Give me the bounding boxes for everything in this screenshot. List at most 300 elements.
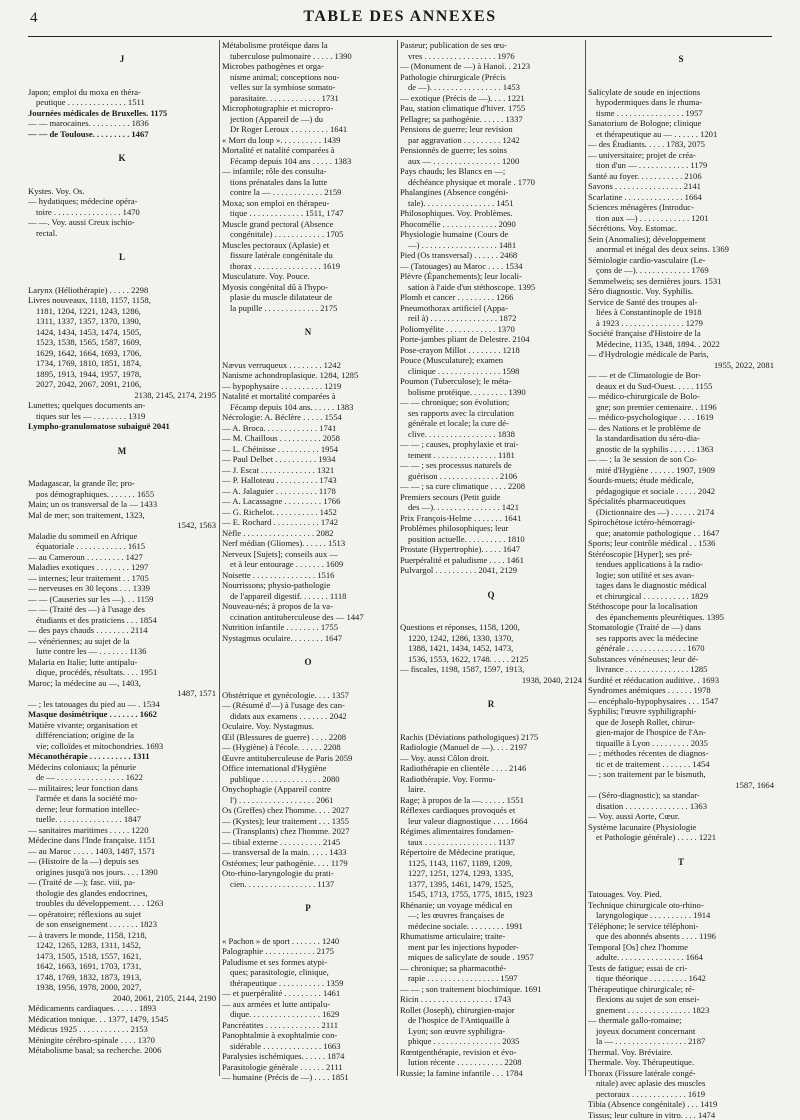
index-entry-line: Musculature. Voy. Pouce. xyxy=(222,271,394,282)
index-entry-line: aux — . . . . . . . . . . . . . . . . 1200 xyxy=(400,156,582,167)
index-column-3 xyxy=(400,40,582,1078)
index-entry-line: la — . . . . . . . . . . . . . . . . . 2187 xyxy=(588,1036,774,1047)
index-entry-line: — vénériennes; au sujet de la xyxy=(28,636,216,647)
index-entry-line: Rachis (Déviations pathologiques) 2175 xyxy=(400,732,582,743)
index-entry-line: 1125, 1143, 1167, 1189, 1209, xyxy=(400,858,582,869)
index-entry-line: Nutrition infantile . . . . . . . . 1755 xyxy=(222,622,394,633)
index-entry-line: Main; un os transversal de la — 1433 xyxy=(28,499,216,510)
index-entry-line: 1181, 1204, 1221, 1243, 1286, xyxy=(28,306,216,317)
index-entry-line: tendues applications à la radio- xyxy=(588,559,774,570)
index-entry-line: de —). . . . . . . . . . . . . . . . . 1453 xyxy=(400,82,582,93)
index-entry-line: Plomb et cancer . . . . . . . . . 1266 xyxy=(400,292,582,303)
index-entry-line: Pose-crayon Millot . . . . . . . . 1218 xyxy=(400,345,582,356)
index-entry-line: de son enseignement . . . . . . . 1823 xyxy=(28,919,216,930)
index-entry-line: — humaine (Précis de —) . . . . 1851 xyxy=(222,1072,394,1083)
index-entry-line: la standardisation du séro-dia- xyxy=(588,433,774,444)
index-entry-line: — — (Traité des —) à l'usage des xyxy=(28,604,216,615)
index-entry-line: à 1923 . . . . . . . . . . . . . . . 1279 xyxy=(588,318,774,329)
index-entry-line: contre la — . . . . . . . . . . . . 2159 xyxy=(222,187,394,198)
index-entry-line: — Voy. aussi Côlon droit. xyxy=(400,753,582,764)
index-entry-line: fissure latérale congénitale du xyxy=(222,250,394,261)
index-entry-line: — ; méthodes récentes de diagnos- xyxy=(588,748,774,759)
index-entry-line: disation . . . . . . . . . . . . . . . 1363 xyxy=(588,801,774,812)
column-divider xyxy=(585,40,586,1076)
index-entry-line: Sourds-muets; étude médicale, xyxy=(588,475,774,486)
index-entry-line: Nerveux [Sujets]; conseils aux — xyxy=(222,549,394,560)
index-entry-line: nitale) avec aplasie des muscles xyxy=(588,1078,774,1089)
index-entry-line: l'armée et dans la société mo- xyxy=(28,793,216,804)
index-entry-line: Questions et réponses, 1158, 1200, xyxy=(400,622,582,633)
index-entry-line: thorax . . . . . . . . . . . . . . . . 1619 xyxy=(222,261,394,272)
index-entry-line: Substances vénéneuses; leur dé- xyxy=(588,654,774,665)
index-entry-line: Téléphone; le service téléphoni- xyxy=(588,921,774,932)
index-entry-line: 1587, 1664 xyxy=(588,780,774,791)
index-entry-line: —; les œuvres françaises de xyxy=(400,910,582,921)
index-entry-line: Muscles pectoraux (Aplasie) et xyxy=(222,240,394,251)
section-letter: Q xyxy=(400,590,582,601)
index-entry-line: troubles du développement. . . . 1263 xyxy=(28,898,216,909)
index-entry-line: Nævus verruqueux . . . . . . . . 1242 xyxy=(222,360,394,371)
index-entry-line: Panophtalmie à exophtalmie con- xyxy=(222,1030,394,1041)
index-entry-line: gien-major de l'hospice de l'An- xyxy=(588,727,774,738)
index-entry-line: — ; son traitement par le bismuth, xyxy=(588,769,774,780)
index-entry-line: Plèvre (Épanchements); leur locali- xyxy=(400,271,582,282)
index-entry-line: Paludisme et ses formes atypi- xyxy=(222,957,394,968)
index-entry-line: — (Hygiène) à l'école. . . . . . 2208 xyxy=(222,742,394,753)
index-entry-line: joyeux document concernant xyxy=(588,1026,774,1037)
index-entry-line: — au Cameroun . . . . . . . . . 1427 xyxy=(28,552,216,563)
index-entry-line: mité d'Hygiène . . . . . . 1907, 1909 xyxy=(588,465,774,476)
index-entry-line: Surdité et rééducation auditive. . 1693 xyxy=(588,675,774,686)
index-entry-line: derne; leur formation intellec- xyxy=(28,804,216,815)
index-entry-line: tisme . . . . . . . . . . . . . . . . 1957 xyxy=(588,108,774,119)
index-entry-line: générale et locale; la cure dé- xyxy=(400,418,582,429)
index-entry-line: Temporal [Os] chez l'homme xyxy=(588,942,774,953)
index-entry-line: Porte-jambes pliant de Delestre. 2104 xyxy=(400,334,582,345)
index-entry-line: clinique . . . . . . . . . . . . . . . 1598 xyxy=(400,366,582,377)
index-entry-line: vie; colloïdes et mitochondries. 1693 xyxy=(28,741,216,752)
index-entry-line: — Voy. aussi Aorte, Cœur. xyxy=(588,811,774,822)
index-entry-line: Syphilis; l'œuvre syphiligraphi- xyxy=(588,706,774,717)
index-entry-line: Maladie du sommeil en Afrique xyxy=(28,531,216,542)
index-entry-line: 1542, 1563 xyxy=(28,520,216,531)
index-entry-line: 1895, 1913, 1944, 1957, 1978, xyxy=(28,369,216,380)
index-entry-line: Obstétrique et gynécologie. . . . 1357 xyxy=(222,690,394,701)
index-entry-line: — (Séro-diagnostic); sa standar- xyxy=(588,790,774,801)
index-entry-line: flexions au sujet de son ensei- xyxy=(588,994,774,1005)
index-entry-line: velles sur la symbiose somato- xyxy=(222,82,394,93)
index-entry-line: Palographie . . . . . . . . . . . . 2175 xyxy=(222,946,394,957)
index-entry-line: Médicaments cardiaques. . . . . . 1893 xyxy=(28,1003,216,1014)
column-divider xyxy=(397,40,398,1076)
header-rule xyxy=(28,36,772,37)
index-entry-line: — universitaire; projet de créa- xyxy=(588,150,774,161)
index-entry-line: des —). . . . . . . . . . . . . . . . 1421 xyxy=(400,502,582,513)
index-entry-line: sation à l'aide d'un stéthoscope. 1395 xyxy=(400,282,582,293)
index-entry-line: Pellagre; sa pathogénie. . . . . . 1337 xyxy=(400,114,582,125)
index-entry-line: Lunettes; quelques documents an- xyxy=(28,400,216,411)
index-entry-line: — (Transplants) chez l'homme. 2027 xyxy=(222,826,394,837)
index-entry-line: Microphotographie et micropro- xyxy=(222,103,394,114)
index-entry-line: différenciation; origine de la xyxy=(28,730,216,741)
index-entry-line: hypodermiques dans le rhuma- xyxy=(588,97,774,108)
index-entry-line: Lyon; son œuvre syphiligra- xyxy=(400,1026,582,1037)
index-entry-line: — tibial externe . . . . . . . . . . 2145 xyxy=(222,837,394,848)
index-entry-line: Technique chirurgicale oto-rhino- xyxy=(588,900,774,911)
index-entry-line: toire . . . . . . . . . . . . . . . . 1470 xyxy=(28,207,216,218)
index-entry-line: Mal de mer; son traitement, 1323, xyxy=(28,510,216,521)
index-entry-line: 1938, 1956, 1978, 2000, 2027, xyxy=(28,982,216,993)
index-entry-line: Pied (Os transversal) . . . . . . 2468 xyxy=(400,250,582,261)
index-entry-line: — — et de Climatologie de Bor- xyxy=(588,370,774,381)
index-entry-line: Ostéomes; leur pathogénie. . . . 1179 xyxy=(222,858,394,869)
index-entry-line: Pays chauds; les Blancs en —; xyxy=(400,166,582,177)
index-entry-line: Rœntgenthérapie, revision et évo- xyxy=(400,1047,582,1058)
index-entry-line: Physiologie humaine (Cours de xyxy=(400,229,582,240)
index-entry-line: Myosis congénital dû à l'hypo- xyxy=(222,282,394,293)
index-entry-line: pectoraux . . . . . . . . . . . . . 1619 xyxy=(588,1089,774,1100)
index-entry-line: — L. Chéinisse . . . . . . . . . . 1954 xyxy=(222,444,394,455)
index-entry-line: Oto-rhino-laryngologie du prati- xyxy=(222,868,394,879)
index-entry-line: Malaria en Italie; lutte antipalu- xyxy=(28,657,216,668)
index-entry-line: position actuelle. . . . . . . . . . 1810 xyxy=(400,534,582,545)
index-entry-line: Pathologie chirurgicale (Précis xyxy=(400,72,582,83)
index-entry-line: Œil (Blessures de guerre) . . . . 2208 xyxy=(222,732,394,743)
index-entry-line: tion d'un — . . . . . . . . . . . . 1179 xyxy=(588,160,774,171)
index-entry-line: — hydatiques; médecine opéra- xyxy=(28,196,216,207)
index-entry-line: tions prénatales dans la lutte xyxy=(222,177,394,188)
index-entry-line: 2138, 2145, 2174, 2195 xyxy=(28,390,216,401)
index-entry-line: pédagogique et sociale . . . . . 2042 xyxy=(588,486,774,497)
section-letter: M xyxy=(28,446,216,457)
index-entry-line: livrance . . . . . . . . . . . . . . . 1285 xyxy=(588,664,774,675)
index-entry-line: Ricin . . . . . . . . . . . . . . . . . 1743 xyxy=(400,994,582,1005)
index-entry-line: 1536, 1553, 1622, 1748. . . . . 2125 xyxy=(400,654,582,665)
index-entry-line: Médecins coloniaux; la pénurie xyxy=(28,762,216,773)
index-entry-line: Tissus; leur culture in vitro. . . . 1474 xyxy=(588,1110,774,1120)
index-entry-line: 1748, 1769, 1832, 1873, 1913, xyxy=(28,972,216,983)
index-entry-line: Os (Greffes) chez l'homme. . . . 2027 xyxy=(222,805,394,816)
section-letter: N xyxy=(222,327,394,338)
index-entry-line: Radiologie (Manuel de —). . . . 2197 xyxy=(400,742,582,753)
index-entry-line: Microbes pathogènes et orga- xyxy=(222,61,394,72)
index-entry-line: thologie des glandes endocrines, xyxy=(28,888,216,899)
index-entry-line: 1487, 1571 xyxy=(28,688,216,699)
index-entry-line: laryngologique . . . . . . . . . . 1914 xyxy=(588,910,774,921)
index-entry-line: pos démographiques. . . . . . . 1655 xyxy=(28,489,216,500)
section-letter: L xyxy=(28,252,216,263)
index-entry-line: Système lacunaire (Physiologie xyxy=(588,822,774,833)
index-entry-line: 1220, 1242, 1286, 1330, 1370, xyxy=(400,633,582,644)
index-entry-line: Nerf médian (Gliomes). . . . . . 1513 xyxy=(222,538,394,549)
index-entry-line: Premiers secours (Petit guide xyxy=(400,492,582,503)
index-entry-line: Nèfle . . . . . . . . . . . . . . . . . 2082 xyxy=(222,528,394,539)
index-entry-line: — thermale gallo-romaine; xyxy=(588,1015,774,1026)
index-entry-line: étudiants et des praticiens . . . 1854 xyxy=(28,615,216,626)
index-entry-line: Oculaire. Voy. Nystagmus. xyxy=(222,721,394,732)
index-entry-line: Stomatologie (Traité de —) dans xyxy=(588,622,774,633)
index-entry-line: Phalangines (Absence congéni- xyxy=(400,187,582,198)
index-entry-line: Onychophagie (Appareil contre xyxy=(222,784,394,795)
index-entry-line: rapie . . . . . . . . . . . . . . . . . 1597 xyxy=(400,973,582,984)
index-entry-line: 1377, 1395, 1461, 1479, 1525, xyxy=(400,879,582,890)
index-entry-line: Médecine, 1135, 1348, 1894. . 2022 xyxy=(588,339,774,350)
index-entry-line: Rollet (Joseph), chirurgien-major xyxy=(400,1005,582,1016)
index-entry-line: Poliomyélite . . . . . . . . . . . . 1370 xyxy=(400,324,582,335)
index-entry-line: — des pays chauds . . . . . . . . 2114 xyxy=(28,625,216,636)
index-entry-line: deaux et du Sud-Ouest. . . . . 1155 xyxy=(588,381,774,392)
index-entry-line: çons de —). . . . . . . . . . . . . 1769 xyxy=(588,265,774,276)
index-entry-line: tique théorique . . . . . . . . . 1642 xyxy=(588,973,774,984)
index-entry-line: tiques sur les — . . . . . . . . 1319 xyxy=(28,411,216,422)
index-entry-line: (Dictionnaire des —) . . . . . . 2174 xyxy=(588,507,774,518)
index-entry-line: Livres nouveaux, 1118, 1157, 1158, xyxy=(28,295,216,306)
index-entry-line: équatoriale . . . . . . . . . . . . 1615 xyxy=(28,541,216,552)
index-entry-line: Nécrologie: A. Béclère . . . . . 1554 xyxy=(222,412,394,423)
index-entry-line: Sciences ménagères (Introduc- xyxy=(588,202,774,213)
index-entry-line: Pau, station climatique d'hiver. 1755 xyxy=(400,103,582,114)
index-entry-line: Madagascar, la grande île; pro- xyxy=(28,478,216,489)
index-entry-line: Spirochétose ictéro-hémorragi- xyxy=(588,517,774,528)
index-entry-line: — médico-chirurgicale de Bolo- xyxy=(588,391,774,402)
index-entry-line: — (Résumé d'—) à l'usage des can- xyxy=(222,700,394,711)
index-entry-line: Semmelweis; ses dernières jours. 1531 xyxy=(588,276,774,287)
index-entry-line: — (Traité de —); fasc. viii, pa- xyxy=(28,877,216,888)
index-entry-line: origines jusqu'à nos jours. . . . 1390 xyxy=(28,867,216,878)
index-entry-line: anormal et inégal des deux seins. 1369 xyxy=(588,244,774,255)
index-entry-line: — — ; sa cure climatique . . . . 2208 xyxy=(400,481,582,492)
index-entry-line: Lympho-granulomatose subaiguë 2041 xyxy=(28,421,216,432)
index-entry-line: leur valeur diagnostique . . . . 1664 xyxy=(400,816,582,827)
index-column-2 xyxy=(222,40,394,1078)
index-entry-line: Puerpéralité et paludisme . . . . 1461 xyxy=(400,555,582,566)
index-entry-line: — opératoire; réflexions au sujet xyxy=(28,909,216,920)
index-entry-line: Thérapeutique chirurgicale; ré- xyxy=(588,984,774,995)
index-entry-line: reil à) . . . . . . . . . . . . . . . . 1872 xyxy=(400,313,582,324)
index-entry-line: phique . . . . . . . . . . . . . . . . 2035 xyxy=(400,1036,582,1047)
index-entry-line: — G. Richelot. . . . . . . . . . . 1452 xyxy=(222,507,394,518)
section-letter: O xyxy=(222,657,394,668)
index-entry-line: médecine sociale. . . . . . . . . 1991 xyxy=(400,921,582,932)
index-entry-line: ment par les injections hypoder- xyxy=(400,942,582,953)
index-entry-line: 1523, 1538, 1565, 1587, 1609, xyxy=(28,337,216,348)
index-entry-line: Masque dosimétrique . . . . . . . 1662 xyxy=(28,709,216,720)
index-entry-line: Nanisme achondroplasique. 1284, 1285 xyxy=(222,370,394,381)
section-letter: P xyxy=(222,903,394,914)
index-column-1 xyxy=(28,40,216,1078)
index-entry-line: et chirurgical . . . . . . . . . . . 1829 xyxy=(588,591,774,602)
index-entry-line: Problèmes philosophiques; leur xyxy=(400,523,582,534)
index-entry-line: 1955, 2022, 2081 xyxy=(588,360,774,371)
index-entry-line: Nouveau-nés; à propos de la va- xyxy=(222,601,394,612)
index-entry-line: tuberculose pulmonaire . . . . . 1390 xyxy=(222,51,394,62)
index-entry-line: Paralysies ischémiques. . . . . . 1874 xyxy=(222,1051,394,1062)
index-entry-line: — militaires; leur fonction dans xyxy=(28,783,216,794)
index-entry-line: publique . . . . . . . . . . . . . . 2080 xyxy=(222,774,394,785)
index-entry-line: déchéance physique et morale . 1770 xyxy=(400,177,582,188)
index-entry-line: Dr Roger Leroux . . . . . . . . . 1641 xyxy=(222,124,394,135)
index-entry-line: Pensionnés de guerre; les soins xyxy=(400,145,582,156)
index-entry-line: dique, procédés, résultats. . . . 1951 xyxy=(28,667,216,678)
index-entry-line: Sanatorium de Bologne; clinique xyxy=(588,118,774,129)
index-entry-line: tic et de traitement . . . . . . . 1454 xyxy=(588,759,774,770)
index-entry-line: Phocomélie . . . . . . . . . . . . . 2090 xyxy=(400,219,582,230)
index-entry-line: congénitale) . . . . . . . . . . . . 1705 xyxy=(222,229,394,240)
index-entry-line: — — ; ses processus naturels de xyxy=(400,460,582,471)
index-entry-line: — sanitaires maritimes . . . . . 1220 xyxy=(28,825,216,836)
index-entry-line: Nourrissons; physio-pathologie xyxy=(222,580,394,591)
index-entry-line: Tatouages. Voy. Pied. xyxy=(588,889,774,900)
index-entry-line: Natalité et mortalité comparées à xyxy=(222,391,394,402)
index-entry-line: Œuvre antituberculeuse de Paris 2059 xyxy=(222,753,394,764)
index-entry-line: jection (Appareil de —) du xyxy=(222,114,394,125)
index-entry-line: lution récente . . . . . . . . . . . 2208 xyxy=(400,1057,582,1068)
index-entry-line: Thermal. Voy. Bréviaire. xyxy=(588,1047,774,1058)
index-entry-line: — fiscales, 1198, 1587, 1597, 1913, xyxy=(400,664,582,675)
index-entry-line: 1938, 2040, 2124 xyxy=(400,675,582,686)
index-entry-line: —) . . . . . . . . . . . . . . . . . . 1481 xyxy=(400,240,582,251)
index-entry-line: 1311, 1337, 1357, 1370, 1390, xyxy=(28,316,216,327)
index-entry-line: adulte. . . . . . . . . . . . . . . . 1664 xyxy=(588,952,774,963)
index-entry-line: tuelle. . . . . . . . . . . . . . . . 1847 xyxy=(28,814,216,825)
index-entry-line: tiquaille à Lyon . . . . . . . . . 2035 xyxy=(588,738,774,749)
index-entry-line: Maladies exotiques . . . . . . . . 1297 xyxy=(28,562,216,573)
section-letter: S xyxy=(588,54,774,65)
index-entry-line: — M. Chaillous . . . . . . . . . . 2058 xyxy=(222,433,394,444)
index-entry-line: — — de Toulouse. . . . . . . . . 1467 xyxy=(28,129,216,140)
index-entry-line: — — ; la 3e session de son Co- xyxy=(588,454,774,465)
index-entry-line: que des abonnés absents . . . . 1196 xyxy=(588,931,774,942)
index-entry-line: — d'Hydrologie médicale de Paris, xyxy=(588,349,774,360)
index-entry-line: Sports; leur contrôle médical . . 1536 xyxy=(588,538,774,549)
index-entry-line: 1424, 1434, 1453, 1474, 1505, xyxy=(28,327,216,338)
index-entry-line: Kystes. Voy. Os. xyxy=(28,186,216,197)
index-entry-line: de l'hospice de l'Antiquaille à xyxy=(400,1015,582,1026)
index-entry-line: et thérapeutique au — . . . . . . 1201 xyxy=(588,129,774,140)
index-entry-line: Méningite cérébro-spinale . . . . 1370 xyxy=(28,1035,216,1046)
index-entry-line: générale . . . . . . . . . . . . . . 1670 xyxy=(588,643,774,654)
index-entry-line: tion aux —) . . . . . . . . . . . . 1201 xyxy=(588,213,774,224)
index-entry-line: sidérable . . . . . . . . . . . . . . 1663 xyxy=(222,1041,394,1052)
index-entry-line: Sécrétions. Voy. Estomac. xyxy=(588,223,774,234)
index-entry-line: Poumon (Tuberculose); le méta- xyxy=(400,376,582,387)
index-entry-line: que; anatomie pathologique . . 1647 xyxy=(588,528,774,539)
index-entry-line: guérison . . . . . . . . . . . . . . 2106 xyxy=(400,471,582,482)
index-entry-line: Mortalité et natalité comparées à xyxy=(222,145,394,156)
index-entry-line: clive. . . . . . . . . . . . . . . . . 1838 xyxy=(400,429,582,440)
index-entry-line: Fécamp depuis 104 ans . . . . . 1383 xyxy=(222,156,394,167)
index-entry-line: Matière vivante; organisation et xyxy=(28,720,216,731)
index-entry-line: cien. . . . . . . . . . . . . . . . . 1137 xyxy=(222,879,394,890)
index-entry-line: Fécamp depuis 104 ans. . . . . . 1383 xyxy=(222,402,394,413)
index-entry-line: Spécialités pharmaceutiques xyxy=(588,496,774,507)
index-column-4 xyxy=(588,40,774,1078)
index-entry-line: Pasteur; publication de ses œu- xyxy=(400,40,582,51)
index-entry-line: 1242, 1265, 1283, 1311, 1452, xyxy=(28,940,216,951)
index-entry-line: tages dans le diagnostic médical xyxy=(588,580,774,591)
index-entry-line: Salicylate de soude en injections xyxy=(588,87,774,98)
index-entry-line: Réflexes cardiaques provoqués et xyxy=(400,805,582,816)
index-entry-line: Santé au foyer. . . . . . . . . . . 2106 xyxy=(588,171,774,182)
index-entry-line: Pneumothorax artificiel (Appa- xyxy=(400,303,582,314)
index-entry-line: et à leur entourage . . . . . . . 1609 xyxy=(222,559,394,570)
index-entry-line: miques de salicylate de soude . 1957 xyxy=(400,952,582,963)
index-entry-line: peutique . . . . . . . . . . . . . . 1511 xyxy=(28,97,216,108)
index-entry-line: Métabolisme protéique dans la xyxy=(222,40,394,51)
index-entry-line: Société française d'Histoire de la xyxy=(588,328,774,339)
index-entry-line: parasitaire. . . . . . . . . . . . . 1731 xyxy=(222,93,394,104)
index-entry-line: — E. Rochard . . . . . . . . . . . 1742 xyxy=(222,517,394,528)
index-entry-line: — P. Halloteau . . . . . . . . . . 1743 xyxy=(222,475,394,486)
index-entry-line: ccination antituberculeuse des — 1447 xyxy=(222,612,394,623)
index-entry-line: — et puerpéralité . . . . . . . . . 1461 xyxy=(222,988,394,999)
index-entry-line: — hypophysaire . . . . . . . . . . 1219 xyxy=(222,381,394,392)
index-entry-line: Séro diagnostic. Voy. Syphilis. xyxy=(588,286,774,297)
index-entry-line: tale). . . . . . . . . . . . . . . . . 1451 xyxy=(400,198,582,209)
index-entry-line: Régimes alimentaires fondamen- xyxy=(400,826,582,837)
index-entry-line: 1388, 1421, 1434, 1452, 1473, xyxy=(400,643,582,654)
index-entry-line: — infantile; rôle des consulta- xyxy=(222,166,394,177)
section-letter: R xyxy=(400,699,582,710)
index-entry-line: Thorax (Fissure latérale congé- xyxy=(588,1068,774,1079)
index-entry-line: — — marocaines. . . . . . . . . . 1836 xyxy=(28,118,216,129)
index-entry-line: Nystagmus oculaire. . . . . . . . 1647 xyxy=(222,633,394,644)
index-entry-line: — (Tatouages) au Maroc . . . . 1534 xyxy=(400,261,582,272)
index-entry-line: Maroc; la médecine au —, 1403, xyxy=(28,678,216,689)
index-entry-line: — des Étudiants. . . . . 1783, 2075 xyxy=(588,139,774,150)
index-entry-line: — ; les tatouages du pied au — . 1534 xyxy=(28,699,216,710)
index-entry-line: Médecine dans l'Inde française. 1151 xyxy=(28,835,216,846)
index-entry-line: Sémiologie cardio-vasculaire (Le- xyxy=(588,255,774,266)
index-entry-line: — des Nations et le problème de xyxy=(588,423,774,434)
index-entry-line: Médication tonique. . . 1377, 1479, 1545 xyxy=(28,1014,216,1025)
index-entry-line: — (Histoire de la —) depuis ses xyxy=(28,856,216,867)
index-entry-line: de — . . . . . . . . . . . . . . . . 1622 xyxy=(28,772,216,783)
section-letter: J xyxy=(28,54,216,65)
page-title: TABLE DES ANNEXES xyxy=(0,8,800,26)
index-entry-line: ses rapports avec la médecine xyxy=(588,633,774,644)
index-entry-line: Pensions de guerre; leur revision xyxy=(400,124,582,135)
index-entry-line: bolisme protéique. . . . . . . . . 1390 xyxy=(400,387,582,398)
index-entry-line: liées à Constantinople de 1918 xyxy=(588,307,774,318)
index-entry-line: Muscle grand pectoral (Absence xyxy=(222,219,394,230)
index-entry-line: Rhumatisme articulaire; traite- xyxy=(400,931,582,942)
index-entry-line: tique . . . . . . . . . . . . . 1511, 1747 xyxy=(222,208,394,219)
index-entry-line: — nerveuses en 30 leçons . . . 1339 xyxy=(28,583,216,594)
index-entry-line: que de Joseph Rollet, chirur- xyxy=(588,717,774,728)
index-entry-line: Stéthoscope pour la localisation xyxy=(588,601,774,612)
index-entry-line: lutte contre les — . . . . . . . 1136 xyxy=(28,646,216,657)
index-entry-line: Stéréoscopie [Hyper]; ses pré- xyxy=(588,549,774,560)
index-entry-line: 2040, 2061, 2105, 2144, 2190 xyxy=(28,993,216,1004)
index-entry-line: — A. Broca. . . . . . . . . . . . . 1741 xyxy=(222,423,394,434)
index-entry-line: ques; parasitologie, clinique, xyxy=(222,967,394,978)
index-entry-line: — — chronique; son évolution; xyxy=(400,397,582,408)
index-entry-line: taux . . . . . . . . . . . . . . . . . 1137 xyxy=(400,837,582,848)
index-entry-line: 2027, 2042, 2067, 2091, 2106, xyxy=(28,379,216,390)
index-entry-line: Médicus 1925 . . . . . . . . . . . . 2153 xyxy=(28,1024,216,1035)
index-entry-line: Tibia (Absence congénitale) . . . 1419 xyxy=(588,1099,774,1110)
index-entry-line: — transversal de la main. . . . . 1433 xyxy=(222,847,394,858)
index-entry-line: — exotique (Précis de —). . . . 1221 xyxy=(400,93,582,104)
index-entry-line: Noisette . . . . . . . . . . . . . . . 1516 xyxy=(222,570,394,581)
index-entry-line: — encéphalo-hypophysaires . . . 1547 xyxy=(588,696,774,707)
index-entry-line: Radiothérapie en clientèle . . . . 2146 xyxy=(400,763,582,774)
index-entry-line: « Pachon » de sport . . . . . . . 1240 xyxy=(222,936,394,947)
page-number: 4 xyxy=(30,10,38,27)
section-letter: K xyxy=(28,153,216,164)
index-entry-line: Répertoire de Médecine pratique, xyxy=(400,847,582,858)
